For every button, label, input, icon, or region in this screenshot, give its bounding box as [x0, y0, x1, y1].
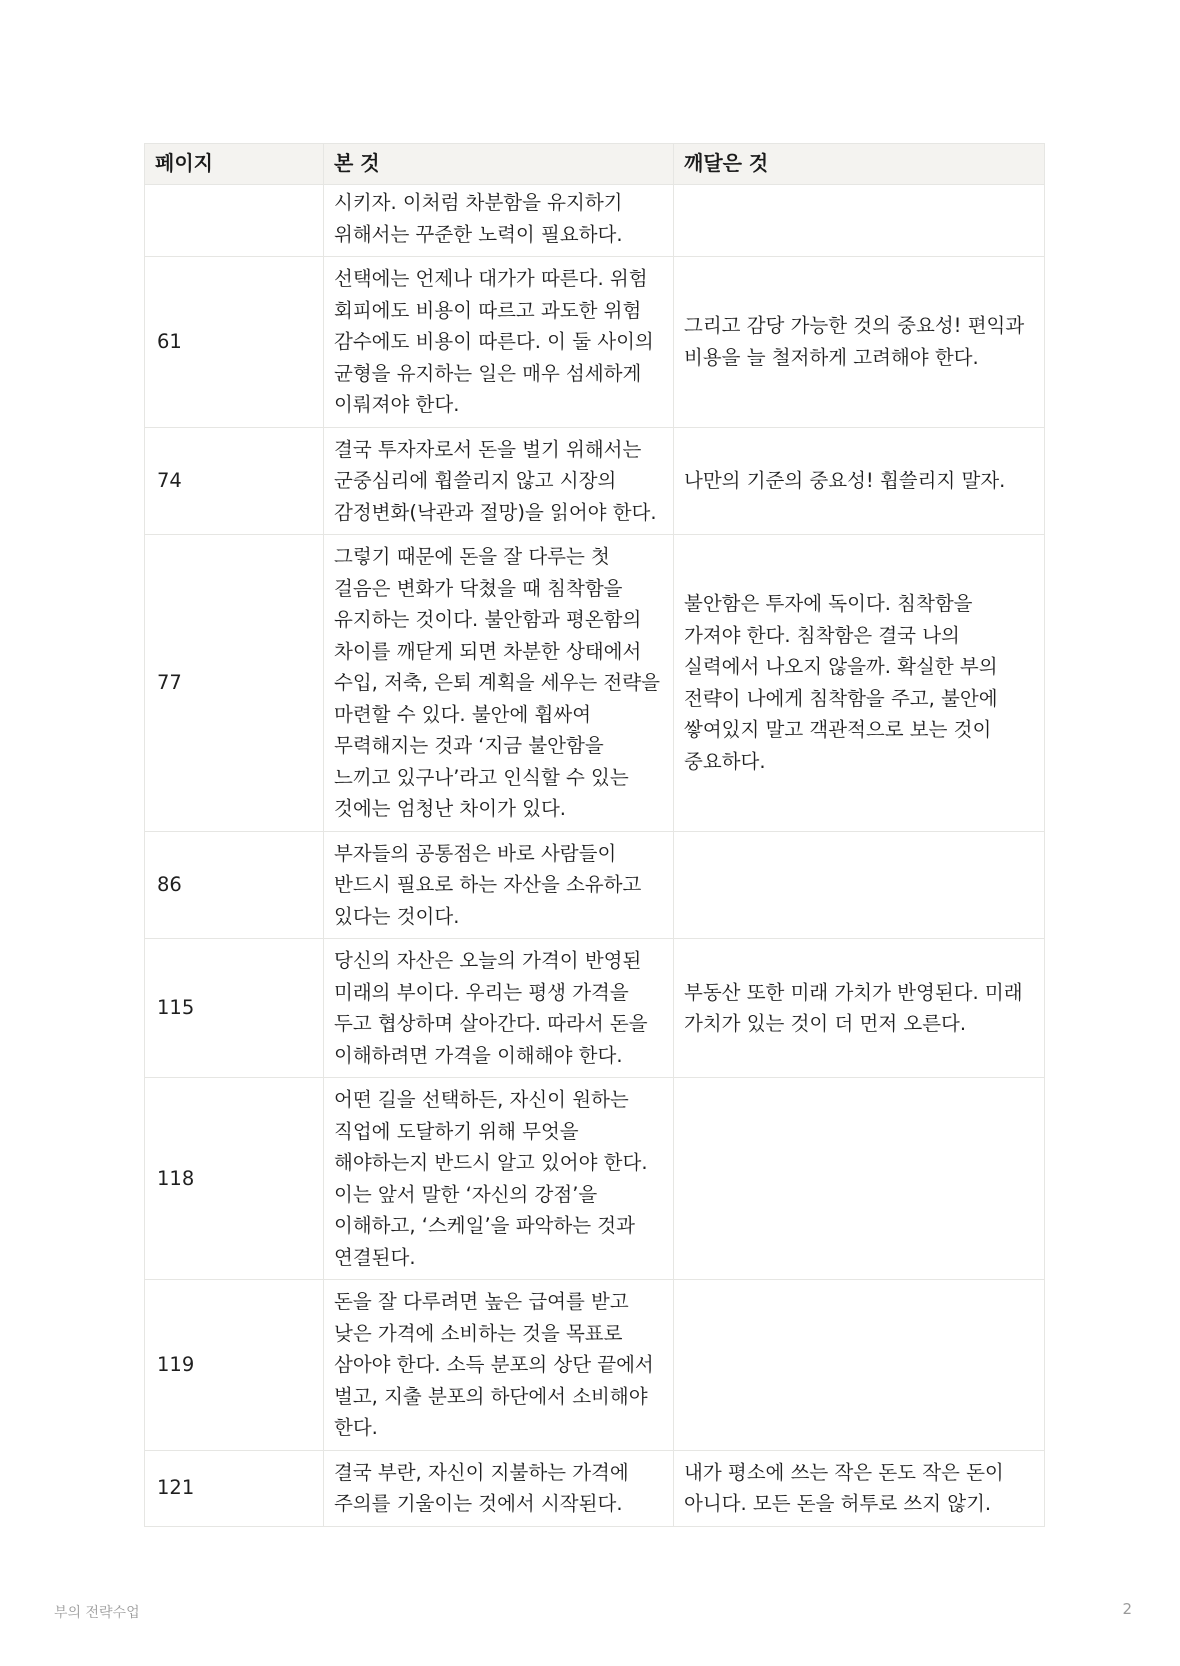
header-realized: 깨달은 것: [674, 144, 1045, 185]
seen-cell: 결국 부란, 자신이 지불하는 가격에 주의를 기울이는 것에서 시작된다.: [324, 1450, 674, 1526]
realized-cell: [674, 185, 1045, 257]
seen-cell: 시키자. 이처럼 차분함을 유지하기 위해서는 꾸준한 노력이 필요하다.: [324, 185, 674, 257]
page-cell: 77: [145, 535, 324, 832]
seen-cell: 결국 투자자로서 돈을 벌기 위해서는 군중심리에 휩쓸리지 않고 시장의 감정변화(낙관과 절망)을 읽어야 한다.: [324, 427, 674, 535]
table-row: [145, 427, 1045, 535]
notes-table: [144, 143, 1045, 1527]
table-row: [145, 257, 1045, 428]
seen-cell: 부자들의 공통점은 바로 사람들이 반드시 필요로 하는 자산을 소유하고 있다는 것이다.: [324, 831, 674, 939]
page-cell: 121: [145, 1450, 324, 1526]
realized-cell: 부동산 또한 미래 가치가 반영된다. 미래 가치가 있는 것이 더 먼저 오른다.: [674, 939, 1045, 1078]
page-cell: 115: [145, 939, 324, 1078]
page-cell: 61: [145, 257, 324, 428]
realized-cell: [674, 1078, 1045, 1280]
table-row: [145, 535, 1045, 832]
seen-cell: 돈을 잘 다루려면 높은 급여를 받고 낮은 가격에 소비하는 것을 목표로 삼아야 한다. 소득 분포의 상단 끝에서 벌고, 지출 분포의 하단에서 소비해야 한다.: [324, 1280, 674, 1451]
realized-cell: 내가 평소에 쓰는 작은 돈도 작은 돈이 아니다. 모든 돈을 허투로 쓰지 않기.: [674, 1450, 1045, 1526]
realized-cell: 불안함은 투자에 독이다. 침착함을 가져야 한다. 침착함은 결국 나의 실력에서 나오지 않을까. 확실한 부의 전략이 나에게 침착함을 주고, 불안에 쌓여있지 말고 객관적으로 보는 것이 중요하다.: [674, 535, 1045, 832]
page-cell: 118: [145, 1078, 324, 1280]
footer-page-number: 2: [1122, 1600, 1132, 1618]
realized-cell: [674, 831, 1045, 939]
page-cell: 74: [145, 427, 324, 535]
footer-document-title: 부의 전략수업: [54, 1605, 140, 1621]
table-row: [145, 1280, 1045, 1451]
table-header-row: [145, 144, 1045, 185]
page-cell: 119: [145, 1280, 324, 1451]
table-row: [145, 939, 1045, 1078]
page-cell: [145, 185, 324, 257]
seen-cell: 선택에는 언제나 대가가 따른다. 위험 회피에도 비용이 따르고 과도한 위험 감수에도 비용이 따른다. 이 둘 사이의 균형을 유지하는 일은 매우 섬세하게 이뤄져야 한다.: [324, 257, 674, 428]
table-row: [145, 185, 1045, 257]
realized-cell: 나만의 기준의 중요성! 휩쓸리지 말자.: [674, 427, 1045, 535]
seen-cell: 당신의 자산은 오늘의 가격이 반영된 미래의 부이다. 우리는 평생 가격을 두고 협상하며 살아간다. 따라서 돈을 이해하려면 가격을 이해해야 한다.: [324, 939, 674, 1078]
header-page: 페이지: [145, 144, 324, 185]
seen-cell: 어떤 길을 선택하든, 자신이 원하는 직업에 도달하기 위해 무엇을 해야하는지 반드시 알고 있어야 한다. 이는 앞서 말한 ‘자신의 강점’을 이해하고, ‘스케일’을 파악하는 것과 연결된다.: [324, 1078, 674, 1280]
table-row: [145, 1450, 1045, 1526]
table-row: [145, 1078, 1045, 1280]
table-row: [145, 831, 1045, 939]
realized-cell: [674, 1280, 1045, 1451]
realized-cell: 그리고 감당 가능한 것의 중요성! 편익과 비용을 늘 철저하게 고려해야 한다.: [674, 257, 1045, 428]
page-cell: 86: [145, 831, 324, 939]
seen-cell: 그렇기 때문에 돈을 잘 다루는 첫 걸음은 변화가 닥쳤을 때 침착함을 유지하는 것이다. 불안함과 평온함의 차이를 깨닫게 되면 차분한 상태에서 수입, 저축, 은퇴 계획을 세우는 전략을 마련할 수 있다. 불안에 휩싸여 무력해지는 것과 ‘지금 불안함을 느끼고 있구나’라고 인식할 수 있는 것에는 엄청난 차이가 있다.: [324, 535, 674, 832]
header-seen: 본 것: [324, 144, 674, 185]
